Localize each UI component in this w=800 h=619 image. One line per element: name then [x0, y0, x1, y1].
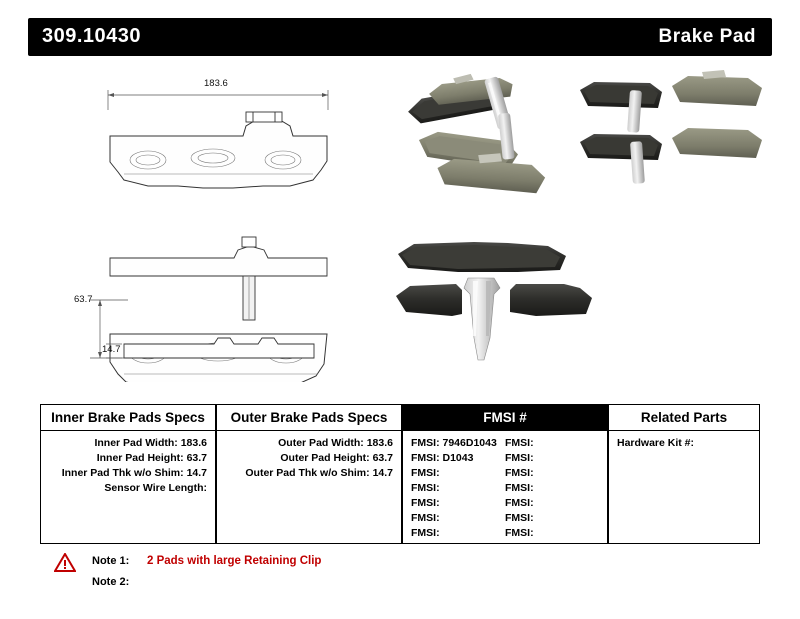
related-parts-table	[608, 404, 760, 544]
fmsi-left-value: 7946D1043	[442, 437, 497, 449]
fmsi-left-label: FMSI:	[411, 497, 440, 509]
outer-pad-thk-label: Outer Pad Thk w/o Shim:	[245, 467, 370, 479]
fmsi-right-cell	[505, 437, 599, 449]
backing-plate-side-view	[110, 237, 327, 276]
fmsi-header: FMSI #	[403, 405, 607, 431]
outer-pad-width-label: Outer Pad Width:	[278, 437, 364, 449]
outer-spec-row	[225, 467, 393, 479]
inner-pad-tab	[246, 112, 282, 122]
outline-drawing-group	[90, 90, 328, 382]
fmsi-left-cell	[411, 512, 505, 524]
fmsi-left-cell	[411, 527, 505, 539]
outer-spec-row	[225, 437, 393, 449]
header-bar	[28, 18, 772, 56]
outer-pad-height-label: Outer Pad Height:	[280, 452, 370, 464]
inner-pad-outline	[110, 120, 327, 188]
inner-spec-row	[49, 452, 207, 464]
fmsi-right-cell	[505, 512, 599, 524]
dimension-line-width	[108, 90, 328, 110]
product-photo-group	[396, 68, 762, 360]
fmsi-right-label: FMSI:	[505, 452, 534, 464]
large-retaining-clip	[464, 278, 500, 360]
fmsi-left-label: FMSI:	[411, 467, 440, 479]
inner-specs-header: Inner Brake Pads Specs	[41, 405, 215, 431]
fmsi-right-cell	[505, 452, 599, 464]
note-1-label: Note 1:	[92, 555, 130, 567]
fmsi-left-cell	[411, 452, 505, 464]
inner-spec-row	[49, 437, 207, 449]
fmsi-right-label: FMSI:	[505, 482, 534, 494]
fmsi-left-cell	[411, 482, 505, 494]
fmsi-right-cell	[505, 482, 599, 494]
fmsi-left-label: FMSI:	[411, 437, 440, 449]
technical-drawings	[28, 62, 772, 382]
outer-specs-header: Outer Brake Pads Specs	[217, 405, 401, 431]
pad-photo-with-clip	[396, 242, 592, 360]
dimension-label-thickness: 14.7	[102, 344, 121, 355]
hardware-kit-label: Hardware Kit #:	[617, 437, 695, 449]
inner-pad-width-label: Inner Pad Width:	[94, 437, 178, 449]
fmsi-right-cell	[505, 497, 599, 509]
fmsi-left-cell	[411, 467, 505, 479]
related-parts-body	[609, 431, 759, 456]
spec-tables	[40, 404, 760, 544]
fmsi-right-cell	[505, 467, 599, 479]
note-1-text: 2 Pads with large Retaining Clip	[147, 555, 322, 567]
fmsi-right-label: FMSI:	[505, 467, 534, 479]
outer-specs-body	[217, 431, 401, 486]
inner-pad-thk-value: 14.7	[186, 467, 207, 479]
page-title: Brake Pad	[658, 26, 756, 47]
fmsi-left-label: FMSI:	[411, 527, 440, 539]
part-number: 309.10430	[42, 25, 142, 47]
fmsi-right-label: FMSI:	[505, 527, 534, 539]
note-2-label: Note 2:	[92, 576, 130, 588]
inner-spec-row	[49, 467, 207, 479]
fmsi-right-label: FMSI:	[505, 512, 534, 524]
fmsi-row	[411, 482, 599, 494]
inner-pad-height-value: 63.7	[186, 452, 207, 464]
inner-spec-row	[49, 482, 207, 494]
note-row-1	[52, 553, 552, 574]
inner-specs-body	[41, 431, 215, 501]
drawing-canvas	[28, 62, 772, 382]
retaining-clip-side	[243, 276, 255, 320]
outer-pad-width-value: 183.6	[366, 437, 393, 449]
pad-photo-cluster-2	[580, 70, 762, 184]
outer-specs-table	[216, 404, 402, 544]
note-row-2	[52, 574, 552, 595]
pad-photo-cluster-1	[406, 68, 546, 193]
warning-icon	[54, 553, 76, 572]
fmsi-row	[411, 527, 599, 539]
inner-pad-width-value: 183.6	[180, 437, 207, 449]
inner-pad-height-label: Inner Pad Height:	[96, 452, 184, 464]
fmsi-right-cell	[505, 527, 599, 539]
fmsi-table	[402, 404, 608, 544]
fmsi-row	[411, 437, 599, 449]
notes-section	[52, 553, 552, 595]
fmsi-left-label: FMSI:	[411, 482, 440, 494]
fmsi-body	[403, 431, 607, 546]
fmsi-left-label: FMSI:	[411, 512, 440, 524]
fmsi-left-label: FMSI:	[411, 452, 440, 464]
outer-pad-height-value: 63.7	[372, 452, 393, 464]
fmsi-left-value: D1043	[442, 452, 474, 464]
fmsi-row	[411, 467, 599, 479]
fmsi-row	[411, 452, 599, 464]
inner-pad-thk-label: Inner Pad Thk w/o Shim:	[61, 467, 184, 479]
related-parts-row	[617, 437, 751, 449]
related-parts-header: Related Parts	[609, 405, 759, 431]
fmsi-row	[411, 512, 599, 524]
fmsi-left-cell	[411, 497, 505, 509]
dimension-label-width: 183.6	[204, 78, 228, 89]
fmsi-right-label: FMSI:	[505, 437, 534, 449]
outer-pad-thk-value: 14.7	[372, 467, 393, 479]
fmsi-right-label: FMSI:	[505, 497, 534, 509]
outer-spec-row	[225, 452, 393, 464]
fmsi-left-cell	[411, 437, 505, 449]
dimension-label-height: 63.7	[74, 294, 93, 305]
fmsi-row	[411, 497, 599, 509]
sensor-wire-length-label: Sensor Wire Length:	[104, 482, 207, 494]
inner-specs-table	[40, 404, 216, 544]
